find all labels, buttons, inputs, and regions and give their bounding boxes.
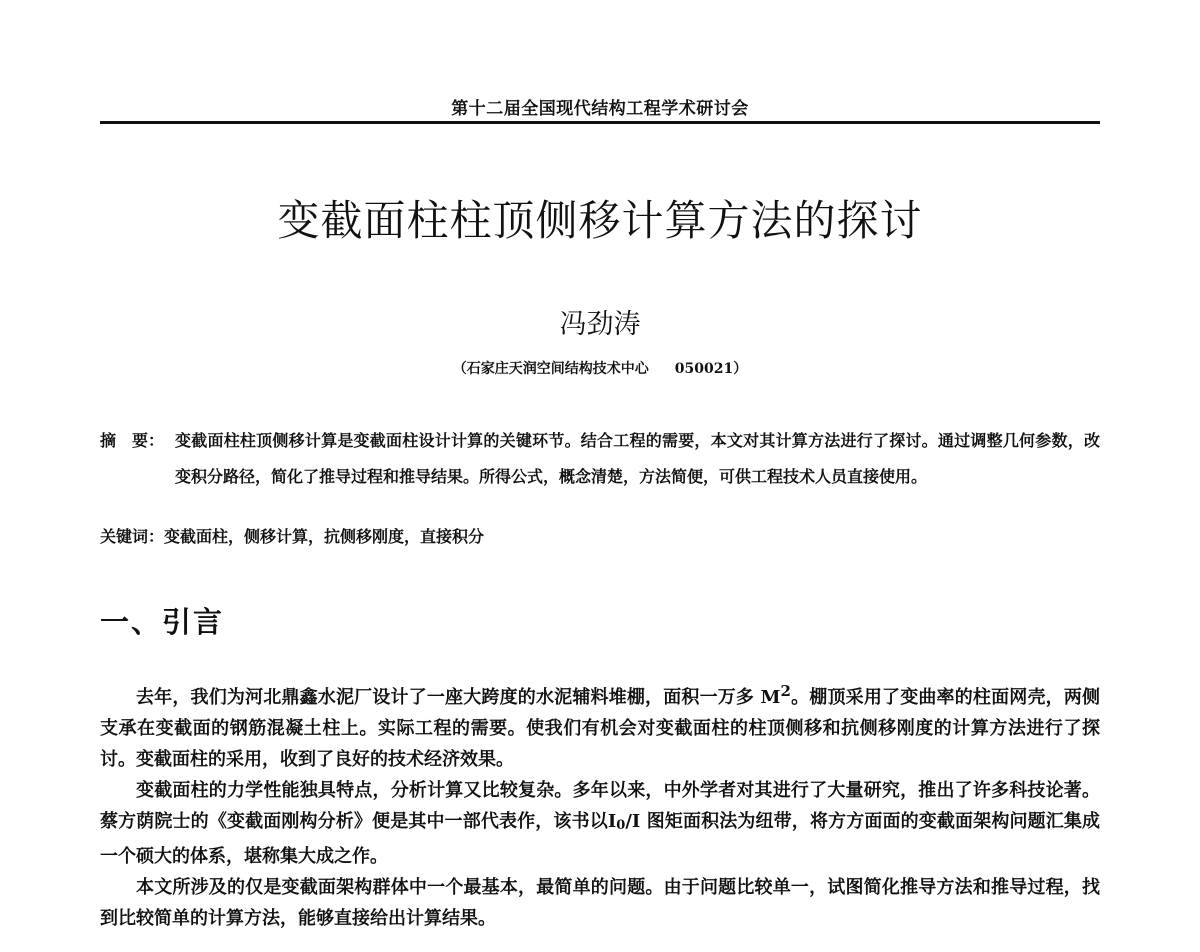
conference-header: 第十二届全国现代结构工程学术研讨会 [451, 99, 749, 119]
paragraph-2 [100, 775, 1100, 872]
section-heading-introduction: 一、引言 [100, 605, 225, 639]
paragraph-1 [100, 676, 1100, 775]
header-rule [100, 121, 1100, 124]
abstract [100, 423, 1100, 495]
formula-main: I [607, 811, 617, 832]
affiliation-org: （石家庄天润空间结构技术中心 [452, 361, 649, 377]
paragraph-2-text-b: 图矩面积法为纽带，将方方面面的变截面架构问题汇集成一个硕大的体系，堪称集大成之作。 [100, 811, 1101, 867]
affiliation-zip: 050021） [674, 361, 748, 377]
section-body [100, 676, 1100, 934]
area-unit-superscript: 2 [780, 682, 791, 700]
abstract-text: 变截面柱柱顶侧移计算是变截面柱设计计算的关键环节。结合工程的需要，本文对其计算方法进行了探讨。通过调整几何参数，改变积分路径，简化了推导过程和推导结果。所得公式，概念清楚，方法简便，可供工程技术人员直接使用。 [175, 431, 1100, 486]
affiliation [0, 358, 1200, 378]
formula-i0-over-i [608, 811, 640, 832]
paragraph-1-text-a: 去年，我们为河北鼎鑫水泥厂设计了一座大跨度的水泥辅料堆棚，面积一万多 M [136, 687, 781, 708]
paragraph-3: 本文所涉及的仅是变截面架构群体中一个最基本，最简单的问题。由于问题比较单一，试图简化推导方法和推导过程，找到比较简单的计算方法，能够直接给出计算结果。 [100, 877, 1100, 929]
keywords [100, 523, 1100, 551]
paragraph-2-text-a: 变截面柱的力学性能独具特点，分析计算又比较复杂。多年以来，中外学者对其进行了大量研究，推出了许多科技论著。蔡方荫院士的《变截面刚构分析》便是其中一部代表作，该书以 [100, 780, 1100, 832]
author-name: 冯劲涛 [559, 309, 641, 340]
keywords-label: 关键词： [100, 527, 165, 546]
formula-sub: 0 [616, 818, 626, 833]
abstract-label: 摘 要： [100, 431, 165, 450]
paragraph-1-text-b: 。棚顶采用了变曲率的柱面网壳，两侧支承在变截面的钢筋混凝土柱上。实际工程的需要。使我们有机会对变截面柱的柱顶侧移和抗侧移刚度的计算方法进行了探讨。变截面柱的采用，收到了良好的技术经济效果。 [100, 687, 1100, 770]
formula-rest: /I [625, 811, 641, 832]
keywords-text: 变截面柱，侧移计算，抗侧移刚度，直接积分 [164, 527, 485, 546]
paper-title: 变截面柱柱顶侧移计算方法的探讨 [277, 196, 923, 245]
